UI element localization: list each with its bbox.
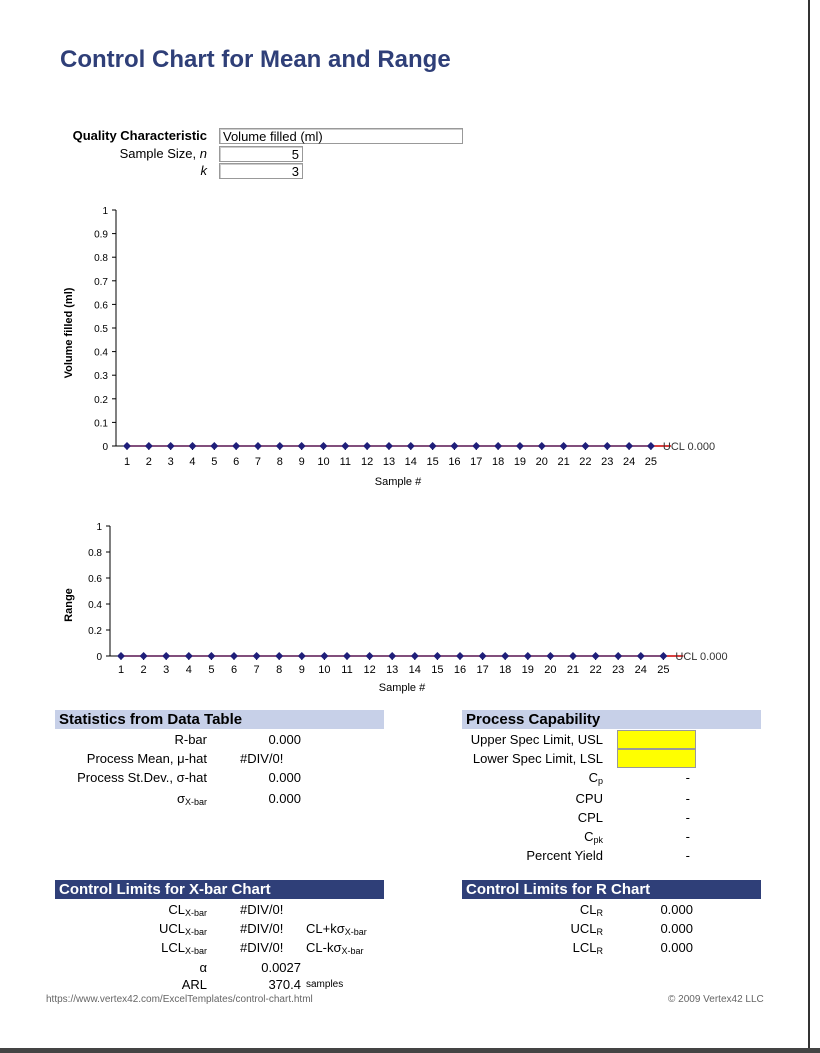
range-chart-xlabel: Sample #	[378, 682, 426, 694]
limit-end-label: UCL 0.000	[675, 651, 728, 663]
x-tick-label: 21	[557, 456, 570, 468]
data-point	[546, 652, 554, 660]
y-tick-label: 0.5	[94, 324, 108, 335]
x-tick-label: 8	[276, 664, 283, 676]
cp-label: $C_p$	[588, 770, 603, 786]
x-tick-label: 13	[382, 456, 396, 468]
data-point	[659, 652, 667, 660]
limit-end-label: UCL 0.000	[662, 441, 716, 453]
x-tick-label: 10	[318, 664, 331, 676]
arl-value: 370.4	[268, 977, 301, 992]
range-chart	[0, 512, 780, 697]
x-tick-label: 3	[163, 664, 170, 676]
x-tick-label: 9	[298, 456, 305, 468]
percent-yield-value: -	[685, 848, 690, 863]
data-point	[319, 442, 327, 450]
quality-characteristic-label: Quality Characteristic	[72, 128, 207, 143]
x-tick-label: 19	[521, 664, 534, 676]
x-tick-label: 13	[386, 664, 399, 676]
x-tick-label: 14	[404, 456, 417, 468]
data-point	[117, 652, 125, 660]
r-cl-label: $CL_R$	[579, 902, 603, 918]
sigma-xbar-label: $\sigma_{X-bar}$	[176, 791, 207, 807]
xbar-ucl-value: #DIV/0!	[240, 921, 284, 936]
data-point	[494, 442, 502, 450]
process-stdev-label: Process St.Dev., σ-hat	[77, 770, 207, 785]
arl-unit: samples	[306, 979, 344, 990]
data-point	[207, 652, 215, 660]
x-tick-label: 1	[123, 456, 131, 468]
xbar-lcl-formula: $CL-k\sigma_{X-bar}$	[306, 940, 364, 956]
x-tick-label: 12	[361, 456, 374, 468]
rbar-value: 0.000	[268, 732, 301, 747]
x-tick-label: 5	[211, 456, 218, 468]
x-tick-label: 24	[634, 664, 647, 676]
x-tick-label: 1	[117, 664, 125, 676]
data-point	[343, 652, 351, 660]
k-label: k	[200, 163, 207, 178]
y-tick-label: 0.9	[94, 229, 108, 241]
data-point	[167, 442, 175, 450]
data-point	[254, 442, 262, 450]
y-tick-label: 0.2	[94, 394, 108, 406]
x-tick-label: 17	[476, 664, 489, 676]
x-tick-label: 18	[491, 456, 505, 468]
y-tick-label: 0.2	[88, 626, 102, 637]
y-tick-label: 0.4	[88, 600, 102, 611]
y-tick-label: 0.6	[94, 300, 108, 312]
rbar-label: R-bar	[174, 732, 207, 747]
x-tick-label: 24	[622, 456, 636, 468]
data-point	[433, 652, 441, 660]
xbar-chart-xlabel: Sample #	[374, 476, 422, 488]
x-tick-label: 19	[513, 456, 527, 468]
y-tick-label: 0.4	[94, 347, 108, 359]
x-tick-label: 25	[644, 456, 658, 468]
data-point	[516, 442, 524, 450]
footer-copyright: © 2009 Vertex42 LLC	[668, 994, 764, 1005]
data-point	[524, 652, 532, 660]
x-tick-label: 2	[145, 456, 152, 468]
cpl-value: -	[685, 810, 690, 825]
y-tick-label: 0	[96, 652, 102, 663]
data-point	[411, 652, 419, 660]
cpl-label: CPL	[577, 810, 603, 825]
sigma-xbar-value: 0.000	[268, 791, 301, 806]
x-tick-label: 22	[579, 456, 592, 468]
x-tick-label: 11	[339, 456, 352, 468]
data-point	[538, 442, 546, 450]
xbar-limits-header: Control Limits for X-bar Chart	[55, 880, 384, 899]
xbar-cl-label: $CL_{X-bar}$	[168, 902, 207, 918]
r-cl-value: 0.000	[660, 902, 693, 917]
data-point	[614, 652, 622, 660]
statistics-header: Statistics from Data Table	[55, 710, 384, 729]
x-tick-label: 23	[601, 456, 614, 468]
cpu-value: -	[685, 791, 690, 806]
x-tick-label: 16	[453, 664, 467, 676]
r-ucl-value: 0.000	[660, 921, 693, 936]
data-point	[637, 652, 645, 660]
data-point	[501, 652, 509, 660]
x-tick-label: 9	[298, 664, 305, 676]
x-tick-label: 8	[276, 456, 283, 468]
process-mean-label: Process Mean, μ-hat	[86, 751, 207, 766]
x-tick-label: 12	[363, 664, 376, 676]
data-point	[185, 652, 193, 660]
xbar-ucl-label: $UCL_{X-bar}$	[158, 921, 207, 937]
xbar-ucl-formula: $CL+k\sigma_{X-bar}$	[306, 921, 367, 937]
sample-size-label: Sample Size, n	[119, 146, 207, 161]
data-point	[298, 652, 306, 660]
data-point	[407, 442, 415, 450]
footer-url[interactable]: https://www.vertex42.com/ExcelTemplates/control-chart.html	[46, 994, 313, 1005]
y-tick-label: 1	[102, 206, 108, 217]
y-tick-label: 0.6	[88, 574, 102, 585]
x-tick-label: 5	[208, 664, 215, 676]
quality-characteristic-input[interactable]: Volume filled (ml)	[219, 128, 463, 144]
y-tick-label: 0.1	[94, 418, 108, 430]
data-point	[385, 442, 393, 450]
capability-header: Process Capability	[462, 710, 761, 729]
data-point	[298, 442, 306, 450]
data-point	[569, 652, 577, 660]
data-point	[581, 442, 589, 450]
x-tick-label: 23	[612, 664, 625, 676]
lsl-input[interactable]	[617, 749, 696, 768]
y-tick-label: 0.8	[94, 253, 108, 265]
data-point	[429, 442, 437, 450]
process-stdev-value: 0.000	[268, 770, 301, 785]
y-tick-label: 0	[102, 442, 108, 453]
data-point	[363, 442, 371, 450]
alpha-value: 0.0027	[261, 960, 301, 975]
xbar-chart	[0, 195, 780, 495]
x-tick-label: 16	[448, 456, 461, 468]
data-point	[341, 442, 349, 450]
page-title: Control Chart for Mean and Range	[60, 46, 451, 73]
data-point	[140, 652, 148, 660]
xbar-lcl-label: $LCL_{X-bar}$	[161, 940, 207, 956]
data-point	[145, 442, 153, 450]
data-point	[603, 442, 611, 450]
x-tick-label: 18	[499, 664, 512, 676]
data-point	[366, 652, 374, 660]
r-lcl-value: 0.000	[660, 940, 693, 955]
x-tick-label: 20	[544, 664, 557, 676]
usl-label: Upper Spec Limit, USL	[470, 732, 603, 747]
x-tick-label: 14	[408, 664, 421, 676]
data-point	[162, 652, 170, 660]
alpha-label: α	[199, 960, 207, 975]
x-tick-label: 21	[566, 664, 580, 676]
data-point	[456, 652, 464, 660]
x-tick-label: 15	[431, 664, 444, 676]
x-tick-label: 7	[253, 664, 260, 676]
y-tick-label: 1	[96, 522, 102, 533]
usl-input[interactable]	[617, 730, 696, 749]
process-mean-value: #DIV/0!	[240, 751, 284, 766]
data-point	[647, 442, 655, 450]
cp-value: -	[685, 770, 690, 785]
x-tick-label: 10	[317, 456, 330, 468]
data-point	[276, 442, 284, 450]
percent-yield-label: Percent Yield	[526, 848, 603, 863]
data-point	[210, 442, 218, 450]
data-point	[592, 652, 600, 660]
y-tick-label: 0.3	[94, 371, 108, 383]
r-ucl-label: $UCL_R$	[570, 921, 603, 937]
xbar-cl-value: #DIV/0!	[240, 902, 284, 917]
data-point	[388, 652, 396, 660]
x-tick-label: 7	[254, 456, 262, 468]
cpk-value: -	[685, 829, 690, 844]
k-input[interactable]: 3	[219, 163, 303, 179]
data-point	[320, 652, 328, 660]
x-tick-label: 6	[233, 456, 240, 468]
x-tick-label: 25	[657, 664, 670, 676]
data-point	[232, 442, 240, 450]
x-tick-label: 4	[189, 456, 196, 468]
xbar-chart-ylabel: Volume filled (ml)	[63, 287, 75, 379]
data-point	[560, 442, 568, 450]
x-tick-label: 15	[426, 456, 439, 468]
data-point	[450, 442, 458, 450]
x-tick-label: 20	[535, 456, 548, 468]
sample-size-input[interactable]: 5	[219, 146, 303, 162]
x-tick-label: 4	[185, 664, 192, 676]
data-point	[472, 442, 480, 450]
data-point	[275, 652, 283, 660]
xbar-lcl-value: #DIV/0!	[240, 940, 284, 955]
r-lcl-label: $LCL_R$	[572, 940, 603, 956]
r-limits-header: Control Limits for R Chart	[462, 880, 761, 899]
data-point	[123, 442, 131, 450]
data-point	[625, 442, 633, 450]
y-tick-label: 0.7	[94, 276, 108, 288]
x-tick-label: 6	[230, 664, 238, 676]
x-tick-label: 17	[470, 456, 483, 468]
data-point	[253, 652, 261, 660]
y-tick-label: 0.8	[88, 548, 102, 559]
data-point	[230, 652, 238, 660]
page-bottom-bar	[0, 1048, 820, 1053]
arl-label: ARL	[181, 977, 207, 992]
x-tick-label: 3	[167, 456, 174, 468]
x-tick-label: 11	[341, 664, 353, 676]
range-chart-ylabel: Range	[63, 588, 75, 622]
x-tick-label: 2	[140, 664, 147, 676]
data-point	[188, 442, 196, 450]
cpk-label: $C_{pk}$	[584, 829, 603, 845]
data-point	[479, 652, 487, 660]
lsl-label: Lower Spec Limit, LSL	[472, 751, 603, 766]
cpu-label: CPU	[575, 791, 603, 806]
x-tick-label: 22	[589, 664, 602, 676]
